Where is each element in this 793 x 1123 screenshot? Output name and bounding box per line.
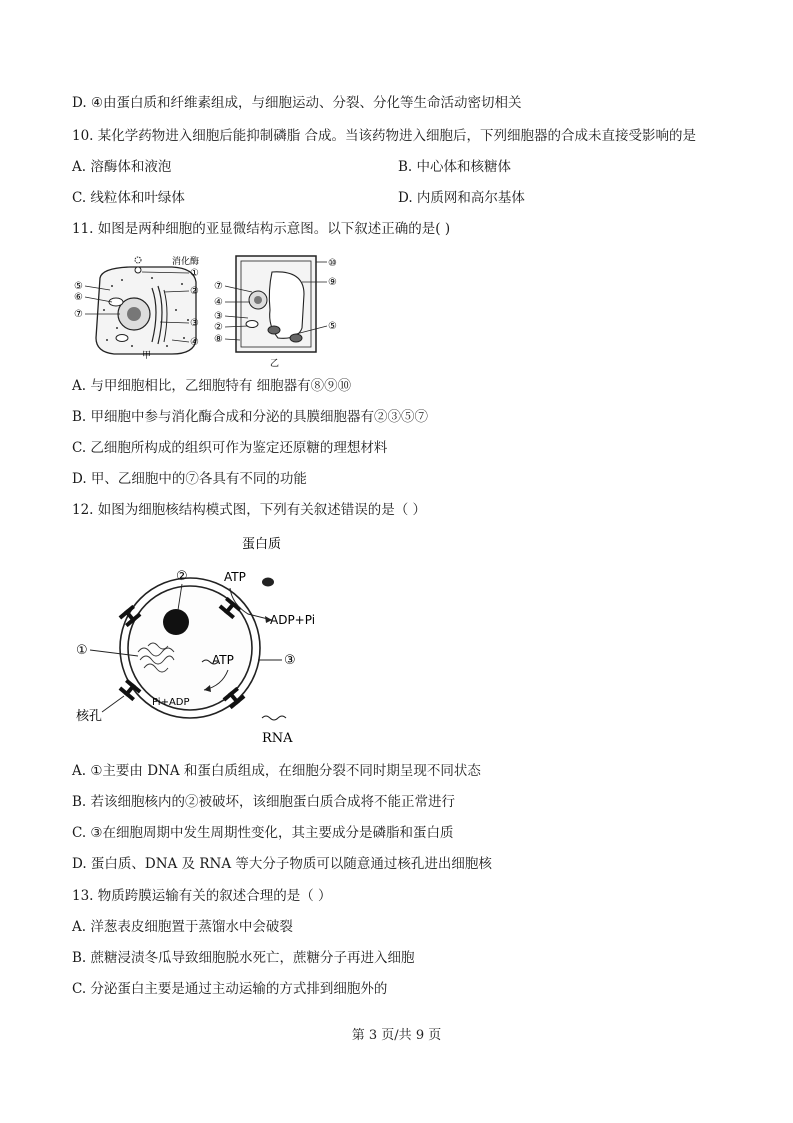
label-8: ⑧ (214, 334, 223, 345)
label-2-right: ② (214, 322, 223, 333)
label-7-right: ⑦ (214, 281, 223, 292)
q13-option-a: A. 洋葱表皮细胞置于蒸馏水中会破裂 (72, 919, 293, 935)
label-atp-inner: ATP (212, 653, 234, 667)
label-5-right: ⑤ (328, 321, 337, 332)
label-2: ② (190, 286, 199, 297)
q12-option-c: C. ③在细胞周期中发生周期性变化，其主要成分是磷脂和蛋白质 (72, 825, 454, 841)
cell-yi-label: 乙 (270, 359, 280, 369)
q12-stem: 12. 如图为细胞核结构模式图，下列有关叙述错误的是（ ） (72, 502, 427, 518)
label-nuclear-pore: 核孔 (76, 709, 103, 724)
label-9: ⑨ (328, 277, 337, 288)
q12-option-d: D. 蛋白质、DNA 及 RNA 等大分子物质可以随意通过核孔进出细胞核 (72, 856, 492, 872)
label-rna: RNA (262, 731, 293, 746)
q11-option-d: D. 甲、乙细胞中的⑦各具有不同的功能 (72, 471, 307, 487)
label-pi-adp: Pi+ADP (152, 697, 190, 708)
cell-yi (214, 256, 337, 369)
label-5-left: ⑤ (74, 281, 83, 292)
label-1-chromatin: ① (76, 643, 88, 658)
label-4-right: ④ (214, 297, 223, 308)
q13-stem: 13. 物质跨膜运输有关的叙述合理的是（ ） (72, 888, 332, 904)
q10-option-b: B. 中心体和核糖体 (398, 159, 512, 175)
q12-option-a: A. ①主要由 DNA 和蛋白质组成，在细胞分裂不同时期呈现不同状态 (72, 763, 481, 779)
cell-jia-label: 甲 (142, 351, 152, 361)
q10-option-d: D. 内质网和高尔基体 (398, 190, 525, 206)
cell-jia (74, 255, 199, 361)
q10-option-c: C. 线粒体和叶绿体 (72, 190, 185, 206)
figure-nucleus (72, 530, 342, 750)
label-enzyme: 消化酶 (172, 257, 200, 267)
q10-stem: 10. 某化学药物进入细胞后能抑制磷脂 合成。当该药物进入细胞后，下列细胞器的合成未直接受影响的是 (72, 128, 697, 144)
page-footer: 第 3 页/共 9 页 (351, 1028, 442, 1043)
q9-option-d: D. ④由蛋白质和纤维素组成，与细胞运动、分裂、分化等生命活动密切相关 (72, 95, 522, 111)
q12-option-b: B. 若该细胞核内的②被破坏，该细胞蛋白质合成将不能正常进行 (72, 794, 456, 810)
label-2-nucleolus: ② (176, 569, 188, 584)
q13-option-b: B. 蔗糖浸渍冬瓜导致细胞脱水死亡，蔗糖分子再进入细胞 (72, 950, 415, 966)
label-10: ⑩ (328, 258, 337, 269)
label-1: ① (190, 268, 199, 279)
label-6: ⑥ (74, 292, 83, 303)
label-3: ③ (190, 318, 199, 329)
q10-option-a: A. 溶酶体和液泡 (72, 159, 172, 175)
q11-option-a: A. 与甲细胞相比，乙细胞特有 细胞器有⑧⑨⑩ (72, 378, 352, 394)
label-7-left: ⑦ (74, 309, 83, 320)
label-protein: 蛋白质 (242, 537, 282, 552)
label-3-envelope: ③ (284, 653, 296, 668)
figure-cells (72, 250, 362, 372)
q11-stem: 11. 如图是两种细胞的亚显微结构示意图。以下叙述正确的是( ) (72, 221, 451, 237)
q11-option-b: B. 甲细胞中参与消化酶合成和分泌的具膜细胞器有②③⑤⑦ (72, 409, 429, 425)
label-4: ④ (190, 337, 199, 348)
q11-option-c: C. 乙细胞所构成的组织可作为鉴定还原糖的理想材料 (72, 440, 388, 456)
label-3-right: ③ (214, 311, 223, 322)
label-adp-pi: ADP+Pi (270, 613, 316, 627)
q13-option-c: C. 分泌蛋白主要是通过主动运输的方式排到细胞外的 (72, 981, 388, 997)
label-atp-top: ATP (224, 570, 246, 584)
